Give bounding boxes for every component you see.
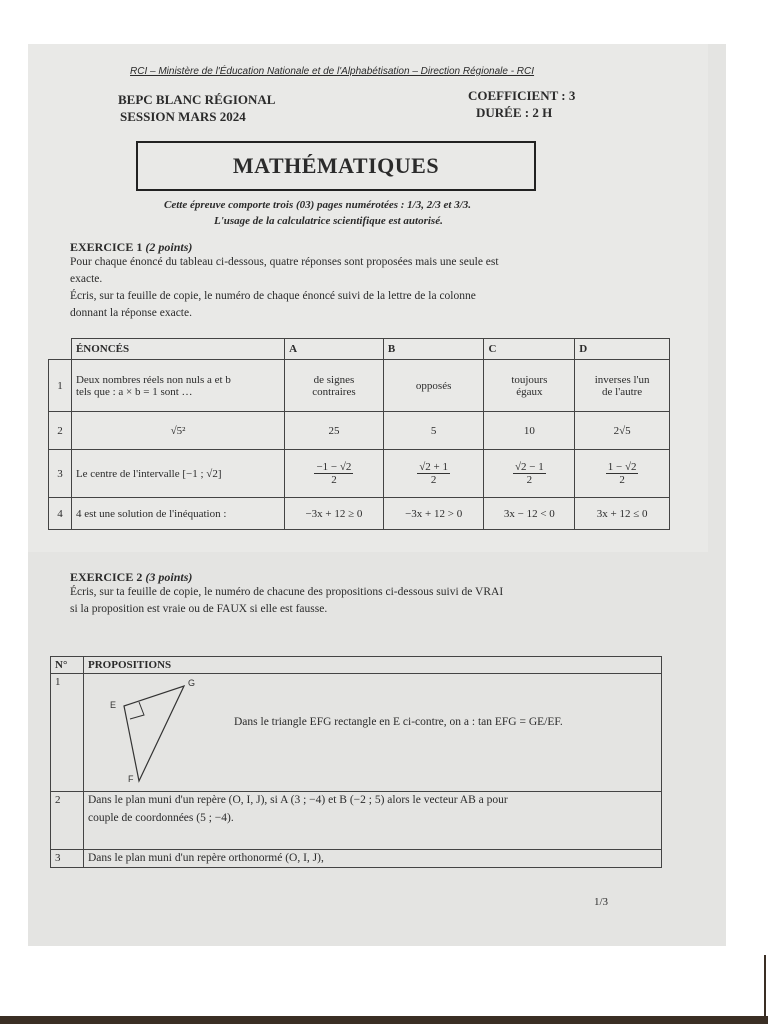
answer-d: 3x + 12 ≤ 0 xyxy=(575,498,670,530)
row-number: 1 xyxy=(51,674,84,792)
exam-name: BEPC BLANC RÉGIONAL xyxy=(118,92,276,107)
header-d: D xyxy=(575,339,670,360)
answer-c: 10 xyxy=(484,412,575,450)
exercise2-instruction-2: si la proposition est vraie ou de FAUX si elle est fausse. xyxy=(70,603,328,615)
calculator-note: L'usage de la calculatrice scientifique est autorisé. xyxy=(214,215,443,227)
header-number: N° xyxy=(51,657,84,674)
table-header-row xyxy=(51,657,662,674)
exercise1-title: EXERCICE 1 (2 points) xyxy=(70,240,193,254)
ministry-header: RCI – Ministère de l'Éducation Nationale et de l'Alphabétisation – Direction Régionale - RCI xyxy=(130,66,535,77)
exercise1-instruction-2: exacte. xyxy=(70,273,103,285)
table-row xyxy=(51,850,662,868)
vertex-e-label: E xyxy=(110,700,117,710)
statement-cell: Le centre de l'intervalle [−1 ; √2] xyxy=(71,450,284,498)
table-row xyxy=(51,674,662,792)
header-a: A xyxy=(285,339,384,360)
answer-c: $\frac{√2 - 1}{2}$ xyxy=(484,450,575,498)
answer-d: 2√5 xyxy=(575,412,670,450)
subject-title-box xyxy=(136,141,536,191)
answer-b: $\frac{√2 + 1}{2}$ xyxy=(383,450,484,498)
answer-a: de signes contraires xyxy=(285,360,384,412)
exam-coefficient: COEFFICIENT : 3 xyxy=(468,88,576,103)
triangle-figure xyxy=(94,676,214,788)
exercise2-table xyxy=(50,656,662,868)
answer-a: 25 xyxy=(285,412,384,450)
table-header-row xyxy=(49,339,670,360)
answer-b: opposés xyxy=(383,360,484,412)
header-c: C xyxy=(484,339,575,360)
exam-duration: DURÉE : 2 H xyxy=(476,105,553,120)
row-number: 3 xyxy=(51,850,84,868)
bottom-edge xyxy=(0,1016,768,1024)
proposition-cell xyxy=(84,674,662,792)
proposition-cell: Dans le plan muni d'un repère orthonormé (O, I, J), xyxy=(84,850,662,868)
exam-session: SESSION MARS 2024 xyxy=(120,109,246,124)
header-propositions: PROPOSITIONS xyxy=(84,657,662,674)
vertex-g-label: G xyxy=(188,678,196,688)
corner-edge xyxy=(764,955,766,1017)
proposition-cell xyxy=(84,792,662,850)
row-number: 1 xyxy=(49,360,72,412)
pages-note: Cette épreuve comporte trois (03) pages numérotées : 1/3, 2/3 et 3/3. xyxy=(164,199,472,211)
statement-cell: Deux nombres réels non nuls a et b tels que : a × b = 1 sont … xyxy=(71,360,284,412)
vertex-f-label: F xyxy=(128,774,134,784)
exercise1-table xyxy=(48,338,670,530)
answer-d: $\frac{1 - √2}{2}$ xyxy=(575,450,670,498)
answer-a: −3x + 12 ≥ 0 xyxy=(285,498,384,530)
answer-b: −3x + 12 > 0 xyxy=(383,498,484,530)
exercise1-instruction-1: Pour chaque énoncé du tableau ci-dessous, quatre réponses sont proposées mais une seule est xyxy=(70,256,499,268)
header-enonces: ÉNONCÉS xyxy=(71,339,284,360)
subject-title: MATHÉMATIQUES xyxy=(232,153,440,178)
header-b: B xyxy=(383,339,484,360)
table-row xyxy=(49,412,670,450)
answer-b: 5 xyxy=(383,412,484,450)
proposition-2-line2: couple de coordonnées (5 ; −4). xyxy=(88,812,234,824)
statement-cell: 4 est une solution de l'inéquation : xyxy=(71,498,284,530)
answer-c: 3x − 12 < 0 xyxy=(484,498,575,530)
table-row xyxy=(49,360,670,412)
proposition-2-line1: Dans le plan muni d'un repère (O, I, J), si A (3 ; −4) et B (−2 ; 5) alors le vecteur AB a pour xyxy=(88,794,508,806)
row-number: 3 xyxy=(49,450,72,498)
answer-c: toujours égaux xyxy=(484,360,575,412)
page-number: 1/3 xyxy=(594,896,609,908)
table-row xyxy=(49,498,670,530)
row-number: 2 xyxy=(51,792,84,850)
table-row xyxy=(51,792,662,850)
table-row xyxy=(49,450,670,498)
exercise2-instruction-1: Écris, sur ta feuille de copie, le numéro de chacune des propositions ci-dessous suivi de VRAI xyxy=(70,586,504,598)
exercise1-instruction-4: donnant la réponse exacte. xyxy=(70,307,192,319)
proposition-1-text: Dans le triangle EFG rectangle en E ci-contre, on a : tan EFG = GE/EF. xyxy=(234,716,563,728)
exercise2-title: EXERCICE 2 (3 points) xyxy=(70,570,193,584)
row-number: 2 xyxy=(49,412,72,450)
answer-d: inverses l'un de l'autre xyxy=(575,360,670,412)
statement-cell: √5² xyxy=(71,412,284,450)
exercise1-instruction-3: Écris, sur ta feuille de copie, le numéro de chaque énoncé suivi de la lettre de la colonne xyxy=(70,290,476,302)
answer-a: $\frac{-1 - √2}{2}$ xyxy=(285,450,384,498)
row-number: 4 xyxy=(49,498,72,530)
